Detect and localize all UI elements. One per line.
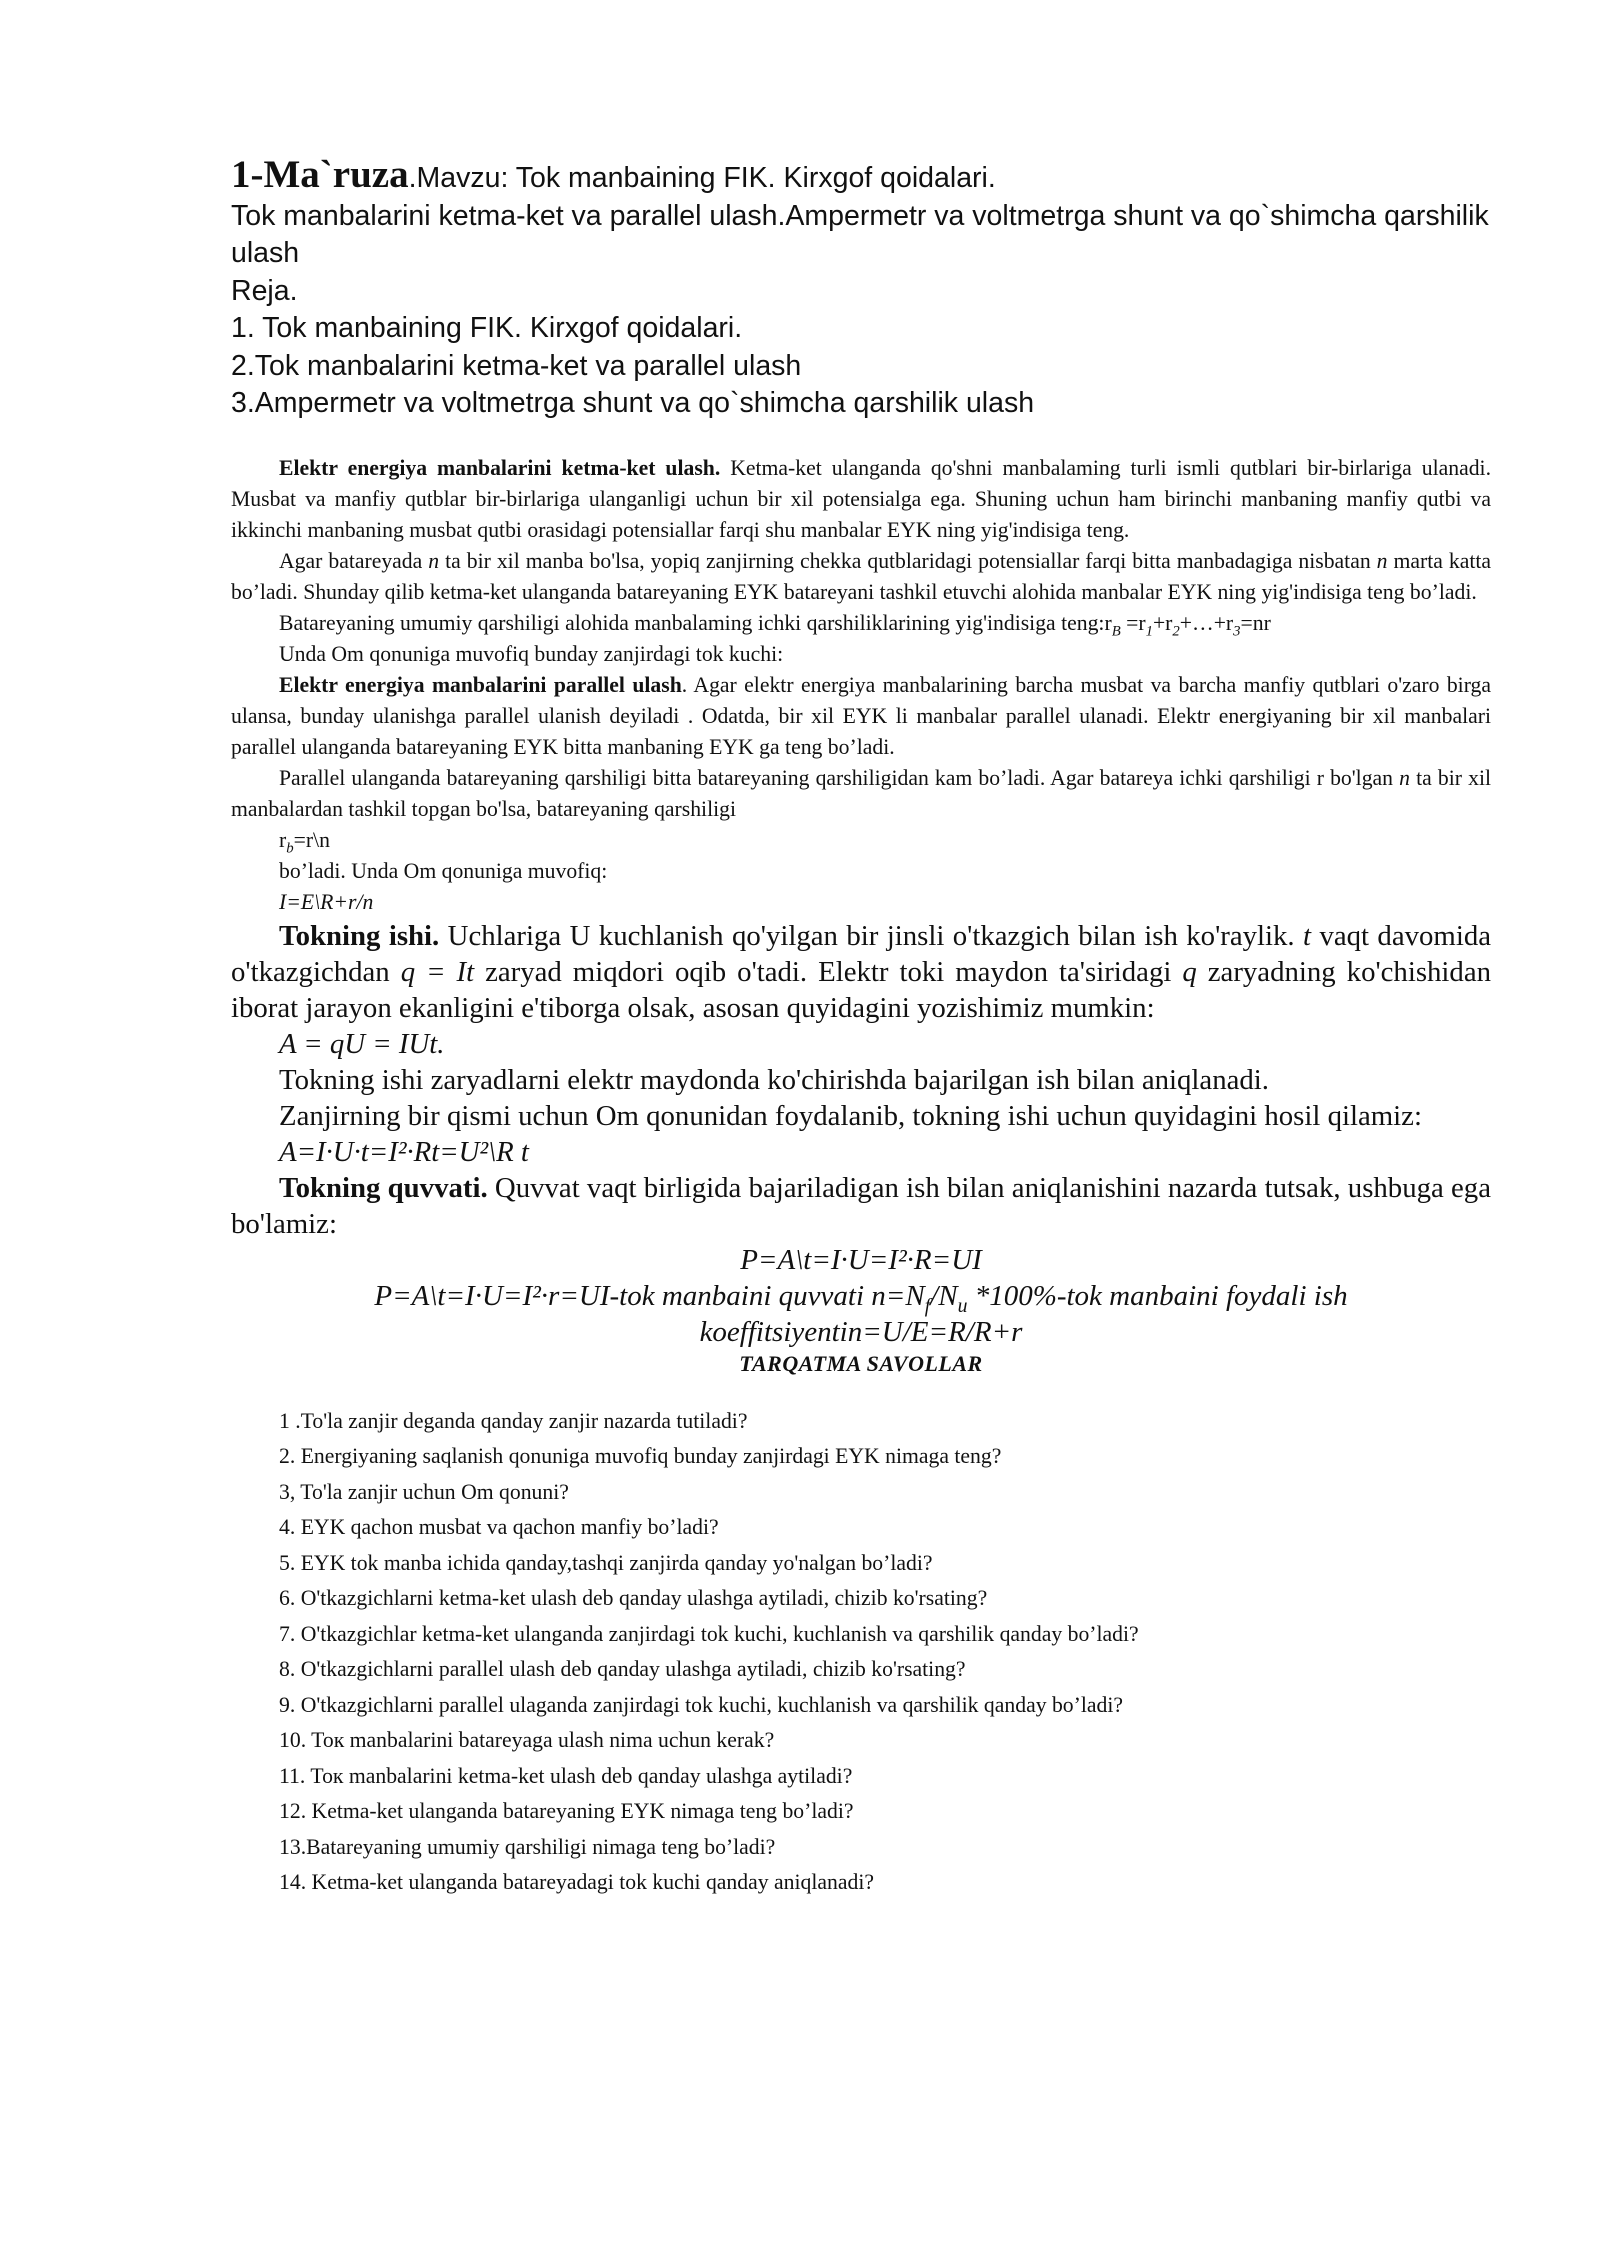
paragraph-series-connection [231, 453, 1491, 546]
text-span: /N [930, 1279, 958, 1312]
text-span: vaqt davomida o'tkazgichdan [231, 919, 1491, 988]
text-span: *100%-tok manbaini foydali ish koeffitsiyentin=U/E=R/R+r [699, 1279, 1348, 1348]
question-item: 5. EYK tok manba ichida qanday,tashqi zanjirda qanday yo'nalgan bo’ladi? [279, 1550, 933, 1575]
text-span: marta katta bo’ladi. Shunday qilib ketma-ket ulanganda batareyaning EYK batareyani tashkil etuvchi alohida manbalar EYK ning yig'indisiga teng bo’ladi. [231, 548, 1492, 604]
plan-item-3: 3.Ampermetr va voltmetrga shunt va qo`shimcha qarshilik ulash [231, 387, 1035, 419]
paragraph-n-sources [231, 546, 1491, 608]
lecture-subtitle: Tok manbalarini ketma-ket va parallel ulash.Ampermetr va voltmetrga shunt va qo`shimcha qarshilik ulash [231, 199, 1489, 269]
plan-item-2: 2.Tok manbalarini ketma-ket va parallel ulash [231, 349, 802, 382]
formula-power-2 [231, 1278, 1491, 1350]
questions-list [231, 1404, 1491, 1901]
plan-heading: Reja. [231, 274, 298, 307]
text-span: +…+r [1179, 610, 1234, 635]
question-item: 10. Toк manbalarini batareyaga ulash nima uchun kerak? [279, 1728, 775, 1752]
question-item: 14. Ketma-ket ulanganda batareyadagi tok kuchi qanday aniqlanadi? [279, 1870, 874, 1894]
text-span: zaryadning ko'chishidan iborat jarayon ekanligini e'tiborga olsak, asosan quyidagini yozishimiz mumkin: [231, 955, 1492, 1024]
text-span: ta bir xil manba bo'lsa, yopiq zanjirning chekka qutblaridagi potensiallar farqi bitta manbadagiga nisbatan [439, 548, 1377, 573]
question-item: 1 .To'la zanjir deganda qanday zanjir nazarda tutiladi? [279, 1408, 748, 1433]
work-heading: Tokning ishi. [279, 919, 440, 952]
text-span: ta bir xil manbalardan tashkil topgan bo'lsa, batareyaning qarshiligi [231, 765, 1492, 821]
formula-work-2: A=I·U·t=I²·Rt=U²\R t [279, 1135, 529, 1168]
subscript: B [1111, 622, 1121, 639]
paragraph-ohm-law-intro: Unda Om qonuniga muvofiq bunday zanjirdagi tok kuchi: [279, 641, 784, 666]
paragraph-current-power [231, 1170, 1491, 1242]
series-heading: Elektr energiya manbalarini ketma-ket ulash. [279, 455, 721, 480]
parallel-text: . Agar elektr energiya manbalarining barcha musbat va barcha manfiy qutblari o'zaro birga ulansa, bunday ulanishga parallel ulanish deyiladi . Odatda, bir xil EYK li manbalar parallel ulanadi. Elektr energiyaning bir xil manbalari parallel ulanganda batareyaning EYK bitta manbaning EYK ga teng bo’ladi. [231, 672, 1492, 759]
text-span: r [279, 827, 287, 852]
paragraph-ohm-law-parallel: bo’ladi. Unda Om qonuniga muvofiq: [279, 858, 608, 883]
formula-q: q = It [400, 955, 475, 988]
text-span: Parallel ulanganda batareyaning qarshiligi bitta batareyaning qarshiligidan kam bo’ladi. Agar batareya ichki qarshiligi r bo'lgan [279, 765, 1400, 790]
var-n: n [428, 548, 440, 573]
formula-work-1: A = qU = IUt. [279, 1027, 445, 1060]
plan-item-1: 1. Tok manbaining FIK. Kirxgof qoidalari. [231, 312, 743, 344]
text-span: zaryad miqdori oqib o'tadi. Elektr toki maydon ta'siridagi [474, 955, 1183, 988]
subscript: f [924, 1294, 931, 1317]
text-span: =r\n [293, 827, 330, 852]
question-item: 4. EYK qachon musbat va qachon manfiy bo’ladi? [279, 1515, 719, 1539]
question-item: 7. O'tkazgichlar ketma-ket ulanganda zanjirdagi tok kuchi, kuchlanish va qarshilik qanday bo’ladi? [279, 1621, 1139, 1646]
text-span: Agar batareyada [279, 548, 429, 573]
question-item: 13.Batareyaning umumiy qarshiligi nimaga teng bo’ladi? [279, 1834, 776, 1859]
question-item: 9. O'tkazgichlarni parallel ulaganda zanjirdagi tok kuchi, kuchlanish va qarshilik qanday bo’ladi? [279, 1692, 1124, 1717]
lecture-title-line [231, 153, 1491, 198]
power-heading: Tokning quvvati. [279, 1171, 488, 1204]
question-item: 8. O'tkazgichlarni parallel ulash deb qanday ulashga aytiladi, chizib ko'rsating? [279, 1657, 966, 1681]
question-item: 6. O'tkazgichlarni ketma-ket ulash deb qanday ulashga aytiladi, chizib ko'rsating? [279, 1586, 988, 1610]
text-span: Batareyaning umumiy qarshiligi alohida manbalaming ichki qarshiliklarining yig'indisiga teng:r [279, 610, 1112, 635]
text-span: Quvvat vaqt birligida bajariladigan ish bilan aniqlanishini nazarda tutsak, ushbuga ega bo'lamiz: [231, 1171, 1491, 1240]
var-t: t [1303, 919, 1312, 952]
formula-current-parallel: I=E\R+r/n [279, 889, 374, 914]
formula-rb [231, 825, 1491, 856]
formula-power-1: P=A\t=I·U=I²·R=UI [740, 1243, 982, 1276]
question-item: 11. Toк manbalarini ketma-ket ulash deb qanday ulashga aytiladi? [279, 1763, 853, 1788]
question-item: 3, To'la zanjir uchun Om qonuni? [279, 1479, 569, 1504]
var-q: q [1182, 955, 1197, 988]
paragraph-parallel-connection [231, 670, 1491, 763]
paragraph-parallel-resistance [231, 763, 1491, 825]
text-span: P=A\t=I·U=I²·r=UI-tok manbaini quvvati n=N [374, 1279, 925, 1312]
text-span: Uchlariga U kuchlanish qo'yilgan bir jinsli o'tkazgich bilan ish ko'raylik. [439, 919, 1304, 952]
lecture-topic: .Mavzu: Tok manbaining FIK. Kirxgof qoidalari. [408, 162, 996, 194]
paragraph-total-resistance [231, 608, 1491, 639]
question-item: 2. Energiyaning saqlanish qonuniga muvofiq bunday zanjirdagi EYK nimaga teng? [279, 1444, 1002, 1468]
subscript: 1 [1145, 622, 1153, 639]
subscript: 3 [1233, 622, 1241, 639]
var-n: n [1376, 548, 1388, 573]
text-span: +r [1152, 610, 1173, 635]
subscript: b [286, 839, 294, 856]
questions-title: TARQATMA SAVOLLAR [739, 1350, 983, 1376]
paragraph-work-ohm: Zanjirning bir qismi uchun Om qonunidan foydalanib, tokning ishi uchun quyidagini hosil qilamiz: [279, 1099, 1422, 1132]
subscript: 2 [1172, 622, 1180, 639]
text-span: =r [1120, 610, 1146, 635]
text-span: =nr [1240, 610, 1271, 635]
var-n: n [1399, 765, 1410, 790]
lecture-number: 1-Ma`ruza [231, 153, 409, 196]
subscript: u [957, 1294, 968, 1317]
parallel-heading: Elektr energiya manbalarini parallel ulash [279, 672, 682, 697]
paragraph-work-definition: Tokning ishi zaryadlarni elektr maydonda ko'chirishda bajarilgan ish bilan aniqlanadi. [279, 1063, 1269, 1096]
paragraph-current-work [231, 918, 1491, 1026]
series-text: Ketma-ket ulanganda qo'shni manbalaming turli ismli qutblari bir-birlariga ulanadi. Musbat va manfiy qutblar bir-birlariga ulanganligi uchun bir xil potensialga ega. Shuning uchun ham birinchi manbaning manfiy qutbi va ikkinchi manbaning musbat qutbi orasidagi potensiallar farqi shu manbalar EYK ning yig'indisiga teng. [231, 455, 1491, 542]
lecture-header [231, 153, 1491, 423]
question-item: 12. Ketma-ket ulanganda batareyaning EYK nimaga teng bo’ladi? [279, 1799, 854, 1823]
document-content [231, 153, 1492, 1901]
